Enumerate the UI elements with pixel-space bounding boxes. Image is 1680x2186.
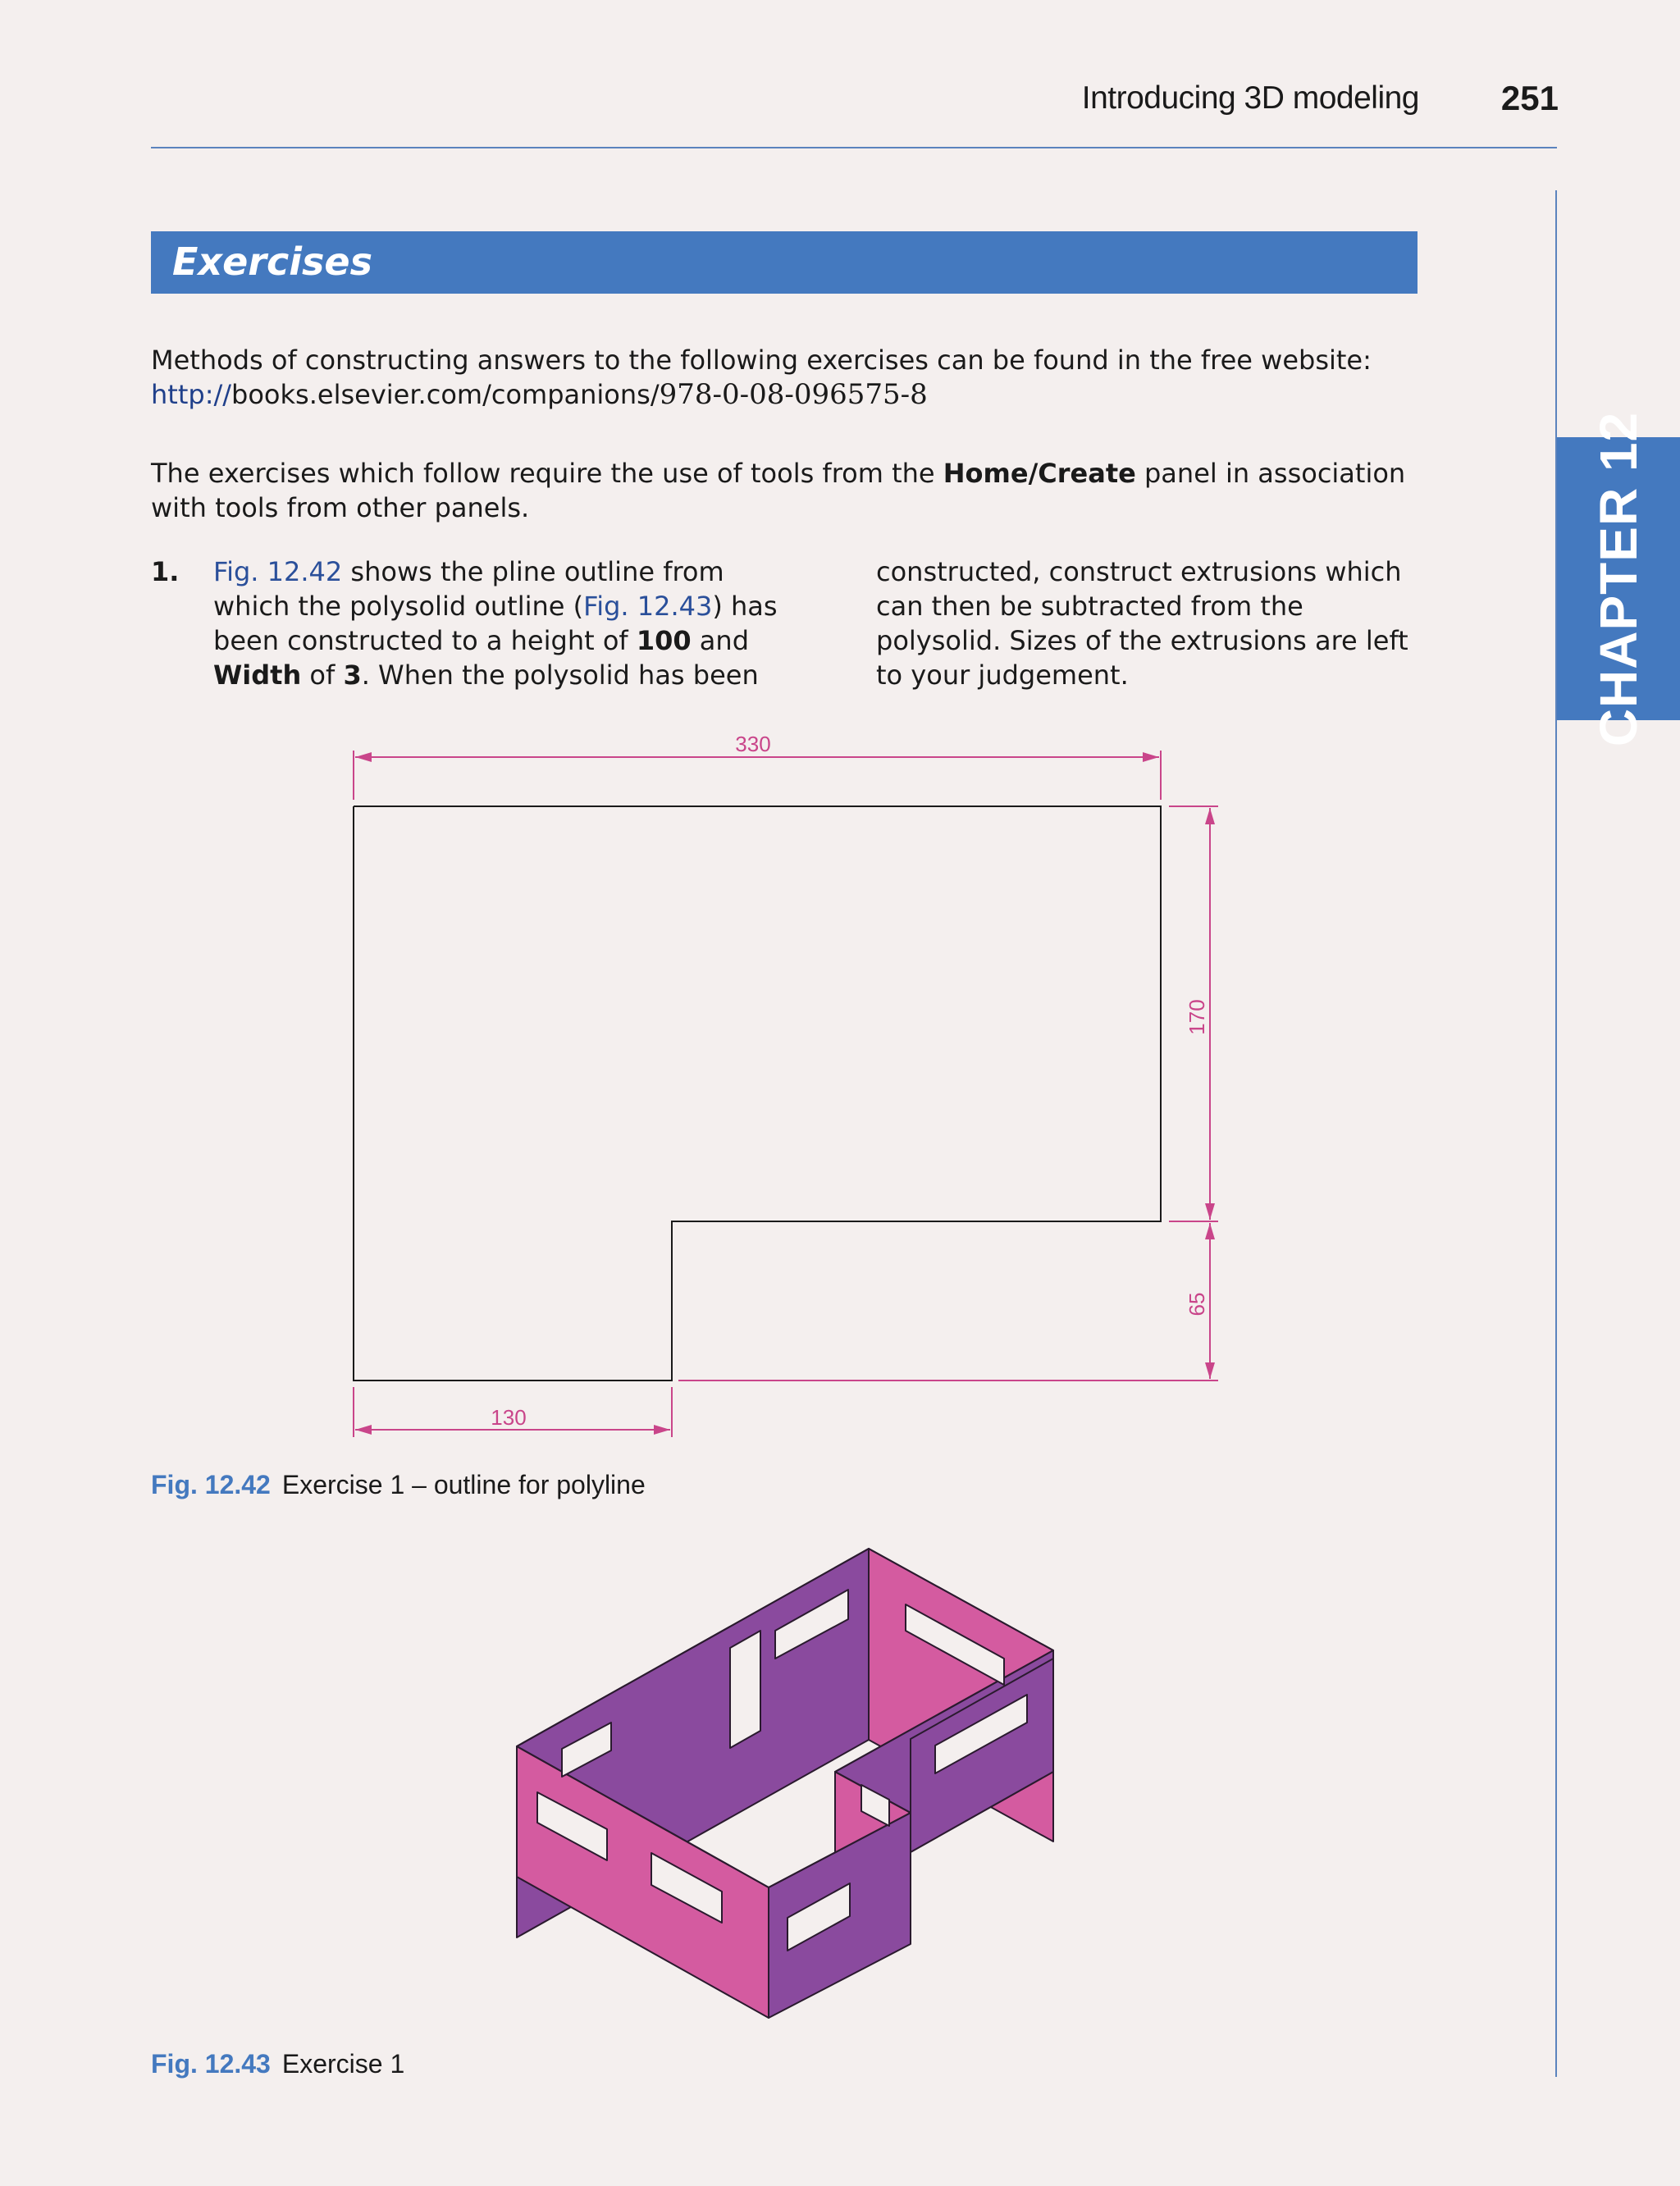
tools-panel-name: Home/Create — [943, 458, 1136, 489]
page-number: 251 — [1500, 79, 1559, 117]
dim-label-130: 130 — [491, 1405, 527, 1430]
fig-12-42-drawing — [354, 732, 1218, 1437]
url-prefix[interactable]: http:// — [151, 379, 232, 410]
door-opening — [730, 1631, 760, 1748]
width-value: 3 — [343, 659, 362, 691]
dimension-330 — [354, 751, 1161, 800]
tools-text-before: The exercises which follow require the use of tools from the — [151, 458, 943, 489]
dim-label-170: 170 — [1185, 999, 1209, 1035]
fig-12-42-link[interactable]: Fig. 12.42 — [213, 556, 343, 587]
exercise-text-part: of — [301, 659, 344, 691]
exercises-heading: Exercises — [172, 240, 372, 284]
dim-label-65: 65 — [1185, 1292, 1209, 1317]
width-term: Width — [213, 659, 302, 691]
exercise-text-part: and — [691, 625, 749, 656]
chapter-tab-label: CHAPTER 12 — [1589, 411, 1648, 746]
exercise-text-part: . When the polysolid has been — [361, 659, 759, 691]
dimension-65 — [678, 1223, 1218, 1381]
intro-text: Methods of constructing answers to the following exercises can be found in the free website: — [151, 345, 1372, 376]
fig-12-43-label: Fig. 12.43 — [151, 2049, 271, 2079]
fig-12-43-link[interactable]: Fig. 12.43 — [583, 591, 713, 622]
url-isbn[interactable]: 978-0-08-096575-8 — [659, 378, 928, 411]
exercise-text-part: shows the pline outline from which the polysolid outline ( — [213, 556, 724, 622]
exercise-text-part: ) has been constructed to a height of — [213, 591, 778, 656]
fig-12-43-caption-text: Exercise 1 — [281, 2049, 405, 2079]
fig-12-43-polysolid — [517, 1549, 1053, 2018]
dim-label-330: 330 — [735, 732, 771, 756]
running-header-title: Introducing 3D modeling — [1081, 80, 1419, 116]
height-value: 100 — [636, 625, 692, 656]
polyline-outline — [354, 806, 1161, 1381]
fig-12-42-caption-text: Exercise 1 – outline for polyline — [281, 1470, 646, 1499]
tools-text-after: panel in association with tools from other panels. — [151, 458, 1406, 523]
exercise-text-right: constructed, construct extrusions which can then be subtracted from the polysolid. Sizes of the extrusions are left to your judgement. — [876, 556, 1408, 691]
fig-12-42-label: Fig. 12.42 — [151, 1470, 271, 1499]
fig-12-42-caption — [151, 1470, 646, 1500]
url-domain[interactable]: books.elsevier.com/companions/ — [231, 379, 660, 410]
fig-12-43-caption — [151, 2049, 404, 2079]
exercise-number: 1. — [151, 556, 180, 587]
